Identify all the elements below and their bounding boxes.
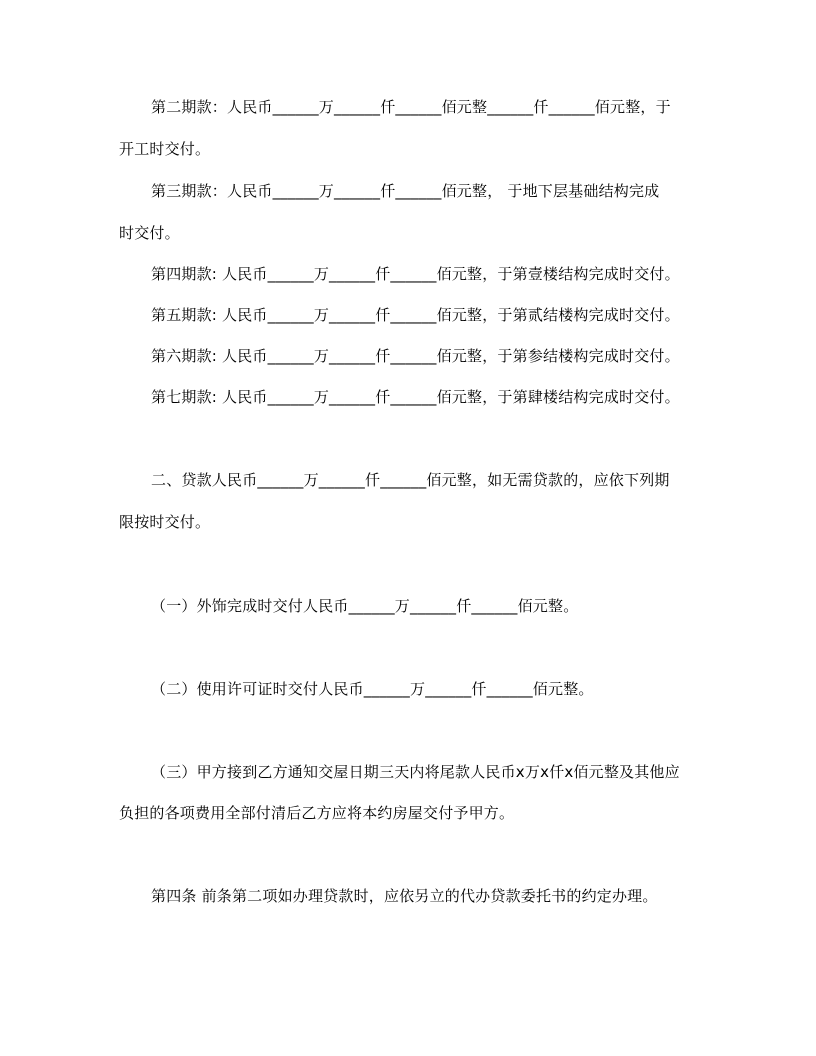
paragraph-loan-line1: 二、贷款人民币______万______仟______佰元整，如无需贷款的，应依下列期 (151, 471, 670, 489)
paragraph-6th-payment: 第六期款: 人民币______万______仟______佰元整，于第参结楼构完成时交付。 (151, 347, 680, 365)
paragraph-2nd-payment-line2: 开工时交付。 (119, 140, 211, 158)
paragraph-2nd-payment-line1: 第二期款：人民币______万______仟______佰元整______仟______佰元整，于 (151, 98, 671, 116)
paragraph-3rd-payment-line1: 第三期款：人民币______万______仟______佰元整， 于地下层基础结构完成 (151, 182, 660, 200)
paragraph-article-4: 第四条 前条第二项如办理贷款时，应依另立的代办贷款委托书的约定办理。 (151, 887, 658, 905)
paragraph-item-1: （一）外饰完成时交付人民币______万______仟______佰元整。 (151, 597, 579, 615)
paragraph-3rd-payment-line2: 时交付。 (119, 224, 180, 242)
paragraph-4th-payment: 第四期款: 人民币______万______仟______佰元整，于第壹楼结构完成时交付。 (151, 265, 680, 283)
paragraph-loan-line2: 限按时交付。 (119, 513, 211, 531)
paragraph-item-3-line1: （三）甲方接到乙方通知交屋日期三天内将尾款人民币x万x仟x佰元整及其他应 (151, 763, 680, 781)
paragraph-7th-payment: 第七期款: 人民币______万______仟______佰元整，于第肆楼结构完成时交付。 (151, 388, 680, 406)
paragraph-item-3-line2: 负担的各项费用全部付清后乙方应将本约房屋交付予甲方。 (119, 804, 515, 822)
paragraph-5th-payment: 第五期款: 人民币______万______仟______佰元整，于第贰结楼构完成时交付。 (151, 306, 680, 324)
paragraph-item-2: （二）使用许可证时交付人民币______万______仟______佰元整。 (151, 680, 594, 698)
